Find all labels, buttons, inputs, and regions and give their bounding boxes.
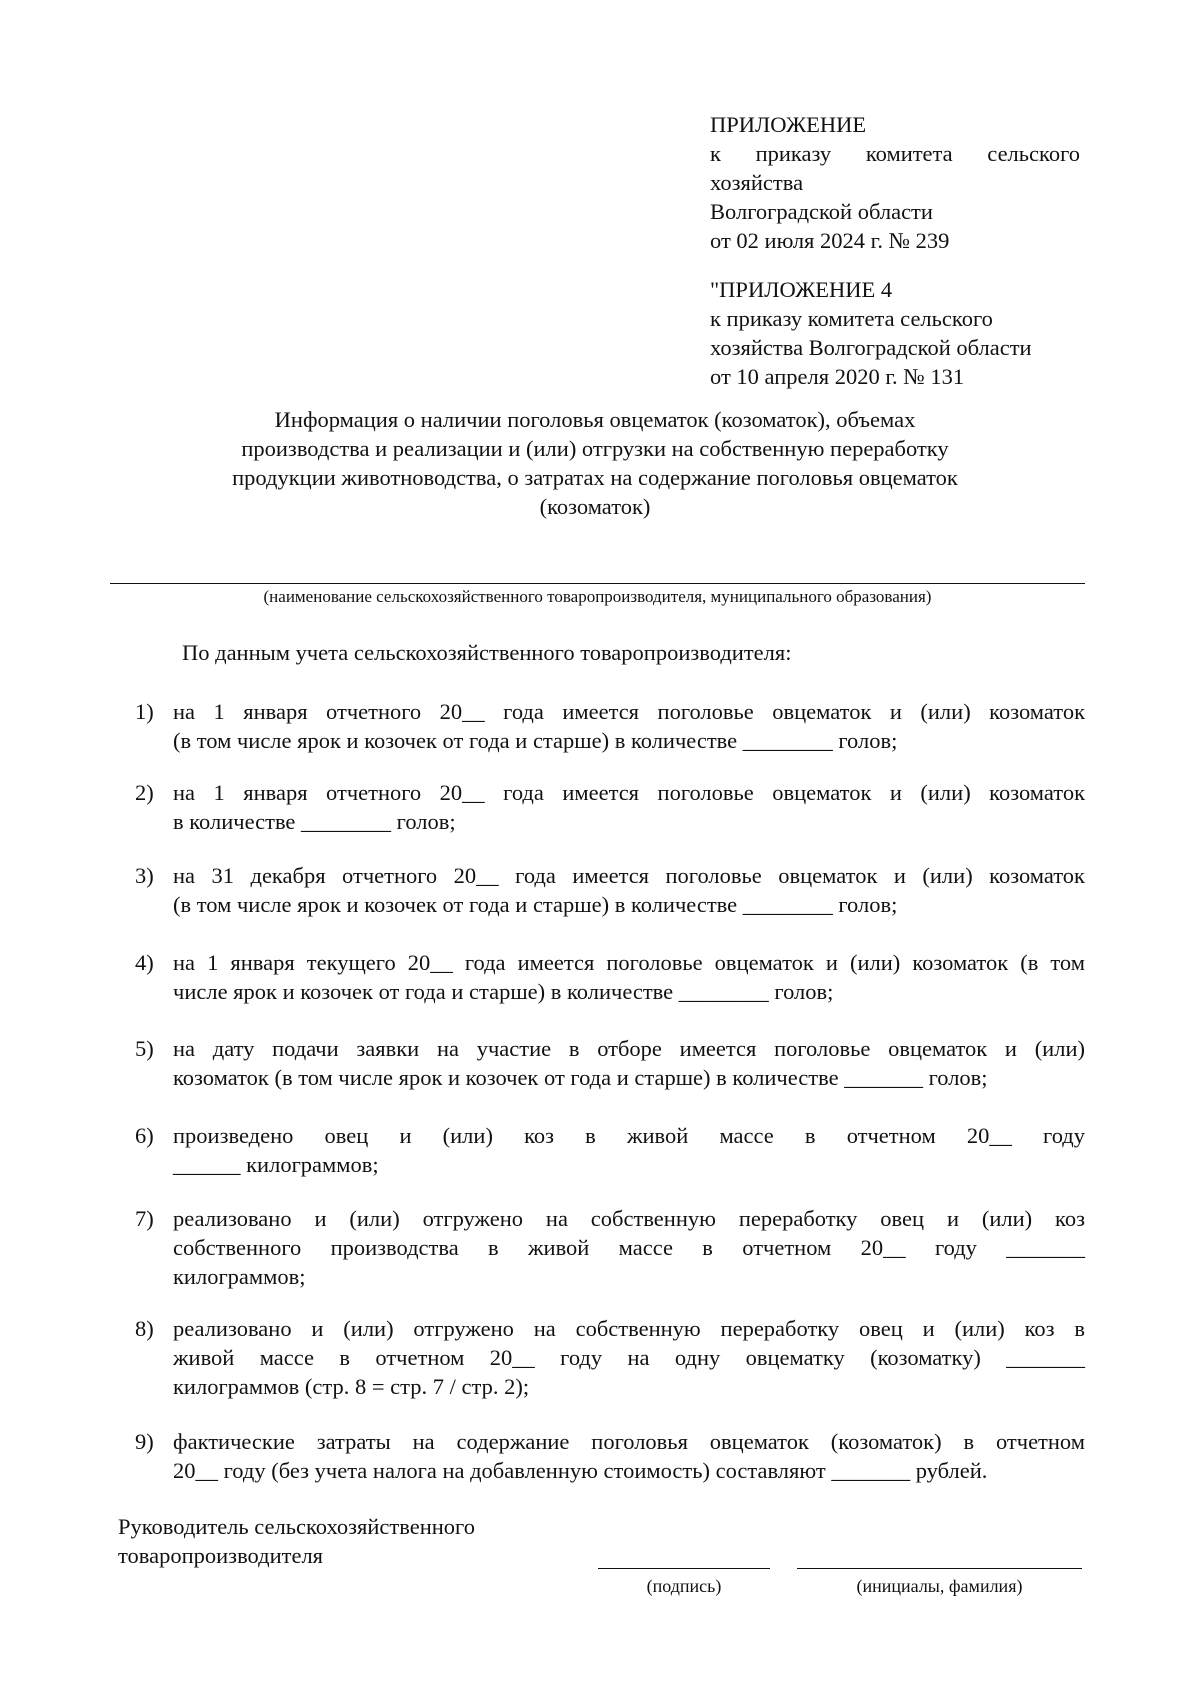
list-item bbox=[135, 1314, 1085, 1401]
item-line: килограммов; bbox=[173, 1264, 306, 1289]
signature-line bbox=[598, 1568, 770, 1569]
appendix4-title: "ПРИЛОЖЕНИЕ 4 bbox=[710, 277, 893, 302]
list-item bbox=[135, 861, 1085, 919]
item-number: 4) bbox=[135, 950, 154, 975]
appendix4-order: от 10 апреля 2020 г. № 131 bbox=[710, 364, 965, 389]
item-line: реализовано и (или) отгружено на собственную переработку овец и (или) коз bbox=[173, 1206, 1085, 1231]
item-line: на 1 января текущего 20__ года имеется поголовье овцематок и (или) козоматок (в том bbox=[173, 950, 1085, 975]
list-item bbox=[135, 1121, 1085, 1179]
appendix-header bbox=[710, 110, 1080, 255]
list-item bbox=[135, 1427, 1085, 1485]
item-line: на 31 декабря отчетного 20__ года имеется поголовье овцематок и (или) козоматок bbox=[173, 863, 1085, 888]
signatory-role-line: Руководитель сельскохозяйственного bbox=[118, 1514, 475, 1539]
item-number: 3) bbox=[135, 863, 154, 888]
title-line: (козоматок) bbox=[539, 494, 651, 519]
name-line bbox=[797, 1568, 1082, 1569]
item-line: фактические затраты на содержание поголовья овцематок (козоматок) в отчетном bbox=[173, 1429, 1085, 1454]
signatory-role bbox=[118, 1512, 475, 1570]
title-line: производства и реализации и (или) отгрузки на собственную переработку bbox=[241, 436, 949, 461]
list-item bbox=[135, 1034, 1085, 1092]
item-line: килограммов (стр. 8 = стр. 7 / стр. 2); bbox=[173, 1374, 530, 1399]
list-item bbox=[135, 948, 1085, 1006]
appendix-title: ПРИЛОЖЕНИЕ bbox=[710, 112, 867, 137]
item-line: на 1 января отчетного 20__ года имеется поголовье овцематок и (или) козоматок bbox=[173, 699, 1085, 724]
document-title bbox=[190, 405, 1000, 521]
appendix-line: Волгоградской области bbox=[710, 199, 933, 224]
item-line: ______ килограммов; bbox=[173, 1152, 379, 1177]
item-line: козоматок (в том числе ярок и козочек от года и старше) в количестве _______ голов; bbox=[173, 1065, 988, 1090]
item-number: 8) bbox=[135, 1316, 154, 1341]
list-item bbox=[135, 1204, 1085, 1291]
appendix-order: от 02 июля 2024 г. № 239 bbox=[710, 228, 950, 253]
item-number: 6) bbox=[135, 1123, 154, 1148]
appendix4-line: хозяйства Волгоградской области bbox=[710, 335, 1032, 360]
appendix-line: к приказу комитета сельского bbox=[710, 141, 1080, 166]
item-number: 5) bbox=[135, 1036, 154, 1061]
list-item bbox=[135, 697, 1085, 755]
list-item bbox=[135, 778, 1085, 836]
item-line: произведено овец и (или) коз в живой массе в отчетном 20__ году bbox=[173, 1123, 1085, 1148]
appendix4-line: к приказу комитета сельского bbox=[710, 306, 993, 331]
item-line: собственного производства в живой массе в отчетном 20__ году _______ bbox=[173, 1235, 1085, 1260]
signatory-role-line: товаропроизводителя bbox=[118, 1543, 324, 1568]
item-number: 7) bbox=[135, 1206, 154, 1231]
intro-text: По данным учета сельскохозяйственного товаропроизводителя: bbox=[182, 640, 792, 665]
item-line: 20__ году (без учета налога на добавленную стоимость) составляют _______ рублей. bbox=[173, 1458, 988, 1483]
item-line: живой массе в отчетном 20__ году на одну овцематку (козоматку) _______ bbox=[173, 1345, 1085, 1370]
producer-name-caption: (наименование сельскохозяйственного товаропроизводителя, муниципального образования) bbox=[263, 587, 932, 606]
appendix4-header bbox=[710, 275, 1080, 391]
appendix-line: хозяйства bbox=[710, 170, 804, 195]
item-line: числе ярок и козочек от года и старше) в количестве ________ голов; bbox=[173, 979, 834, 1004]
item-line: реализовано и (или) отгружено на собственную переработку овец и (или) коз в bbox=[173, 1316, 1085, 1341]
name-caption: (инициалы, фамилия) bbox=[856, 1576, 1023, 1596]
item-line: (в том числе ярок и козочек от года и старше) в количестве ________ голов; bbox=[173, 892, 898, 917]
item-line: на дату подачи заявки на участие в отборе имеется поголовье овцематок и (или) bbox=[173, 1036, 1085, 1061]
item-number: 2) bbox=[135, 780, 154, 805]
title-line: Информация о наличии поголовья овцематок (козоматок), объемах bbox=[274, 407, 916, 432]
item-number: 9) bbox=[135, 1429, 154, 1454]
producer-name-line bbox=[110, 583, 1085, 584]
item-number: 1) bbox=[135, 699, 154, 724]
item-line: на 1 января отчетного 20__ года имеется поголовье овцематок и (или) козоматок bbox=[173, 780, 1085, 805]
title-line: продукции животноводства, о затратах на содержание поголовья овцематок bbox=[232, 465, 958, 490]
signature-caption: (подпись) bbox=[646, 1576, 722, 1596]
item-line: в количестве ________ голов; bbox=[173, 809, 456, 834]
item-line: (в том числе ярок и козочек от года и старше) в количестве ________ голов; bbox=[173, 728, 898, 753]
